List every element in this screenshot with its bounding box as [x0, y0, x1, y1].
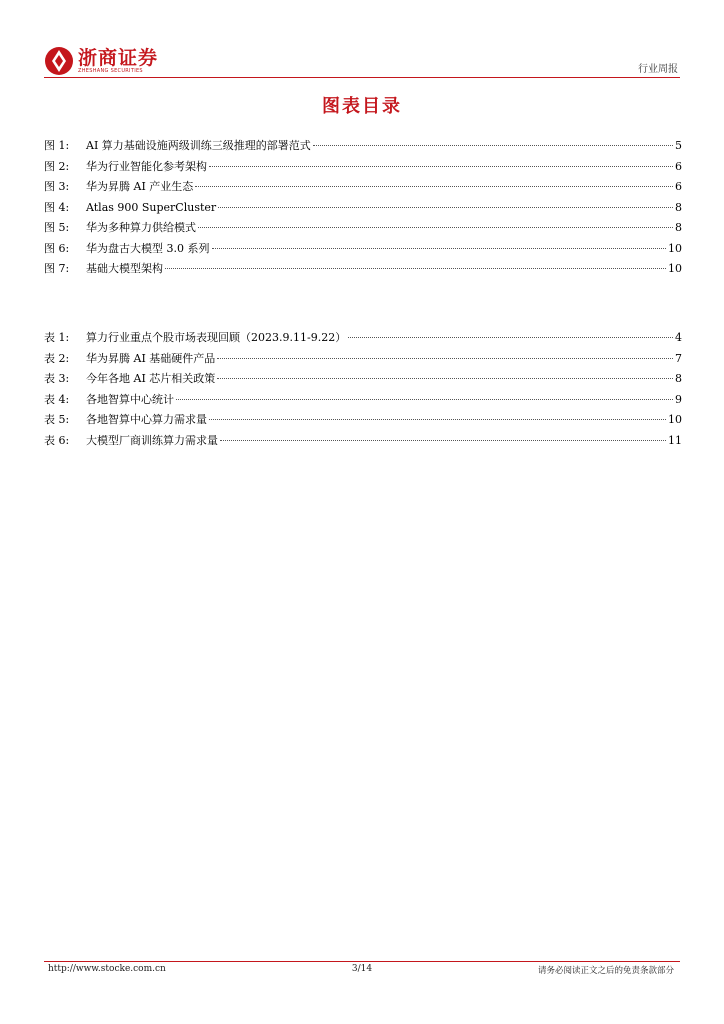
- toc-leader-dots: [209, 419, 666, 420]
- toc-entry-label: 图 7:: [44, 262, 70, 275]
- toc-entry-page: 8: [675, 221, 682, 234]
- toc-entry-table-3[interactable]: [44, 369, 682, 390]
- toc-entry-title: 算力行业重点个股市场表现回顾（2023.9.11-9.22）: [86, 331, 347, 344]
- page-header: [44, 44, 680, 78]
- zheshang-logo-icon: [44, 46, 74, 76]
- footer-disclaimer: 请务必阅读正文之后的免责条款部分: [537, 966, 674, 976]
- toc-entry-page: 10: [668, 413, 682, 426]
- toc-entry-title: 基础大模型架构: [86, 262, 163, 275]
- table-list: [44, 328, 682, 451]
- toc-entry-title: 今年各地 AI 芯片相关政策: [86, 372, 216, 385]
- footer-website-link[interactable]: http://www.stocke.com.cn: [48, 964, 166, 974]
- toc-entry-page: 10: [668, 262, 682, 275]
- toc-entry-figure-3[interactable]: [44, 177, 682, 198]
- toc-entry-page: 9: [675, 392, 682, 406]
- logo-english-name: ZHESHANG SECURITIES: [78, 67, 143, 74]
- toc-entry-page: 6: [675, 159, 682, 173]
- toc-entry-title: AI 算力基础设施两级训练三级推理的部署范式: [86, 139, 311, 152]
- toc-entry-label: 表 6:: [44, 433, 70, 447]
- footer-page-number: 3/14: [351, 964, 373, 974]
- toc-entry-title: 华为昇腾 AI 基础硬件产品: [86, 351, 216, 365]
- toc-entry-label: 图 6:: [44, 241, 70, 255]
- toc-entry-label: 图 2:: [44, 159, 70, 173]
- toc-entry-table-1[interactable]: [44, 328, 682, 349]
- toc-entry-table-5[interactable]: [44, 410, 682, 431]
- toc-leader-dots: [348, 337, 673, 338]
- toc-entry-title: 各地智算中心算力需求量: [86, 413, 207, 426]
- toc-entry-title: 华为昇腾 AI 产业生态: [86, 180, 194, 193]
- toc-leader-dots: [176, 399, 673, 400]
- toc-leader-dots: [195, 186, 673, 187]
- toc-entry-table-2[interactable]: [44, 349, 682, 370]
- toc-entry-title: 华为盘古大模型 3.0 系列: [86, 241, 210, 255]
- toc-leader-dots: [313, 145, 673, 146]
- toc-entry-label: 图 5:: [44, 221, 70, 234]
- toc-entry-title: 华为多种算力供给模式: [86, 221, 196, 234]
- toc-leader-dots: [209, 166, 673, 167]
- toc-entry-figure-5[interactable]: [44, 218, 682, 239]
- toc-entry-label: 表 1:: [44, 331, 70, 344]
- logo-chinese-name: 浙商证券: [78, 46, 159, 69]
- toc-entry-page: 5: [675, 139, 682, 152]
- toc-leader-dots: [165, 268, 666, 269]
- toc-leader-dots: [218, 207, 673, 208]
- footer-divider: [44, 961, 680, 962]
- toc-entry-figure-6[interactable]: [44, 239, 682, 260]
- toc-entry-page: 11: [668, 433, 682, 447]
- toc-entry-figure-7[interactable]: [44, 259, 682, 280]
- figure-list: [44, 136, 682, 280]
- toc-leader-dots: [212, 248, 667, 249]
- toc-entry-label: 表 2:: [44, 351, 70, 365]
- header-divider: [44, 77, 680, 78]
- page-title: 图表目录: [322, 96, 402, 117]
- toc-entry-page: 6: [675, 180, 682, 193]
- toc-entry-title: Atlas 900 SuperCluster: [86, 200, 217, 214]
- toc-entry-page: 8: [675, 372, 682, 385]
- toc-entry-page: 7: [675, 351, 682, 365]
- toc-entry-table-4[interactable]: [44, 390, 682, 411]
- toc-entry-page: 4: [675, 331, 682, 344]
- toc-entry-page: 8: [675, 200, 682, 214]
- toc-leader-dots: [198, 227, 673, 228]
- toc-entry-title: 各地智算中心统计: [86, 392, 174, 406]
- toc-entry-table-6[interactable]: [44, 431, 682, 452]
- report-type-label: 行业周报: [638, 64, 678, 75]
- toc-leader-dots: [217, 378, 673, 379]
- toc-entry-title: 大模型厂商训练算力需求量: [86, 433, 218, 447]
- toc-entry-page: 10: [668, 241, 682, 255]
- toc-entry-label: 图 3:: [44, 180, 70, 193]
- toc-entry-label: 图 4:: [44, 200, 70, 214]
- toc-entry-figure-4[interactable]: [44, 198, 682, 219]
- company-logo[interactable]: [44, 44, 158, 78]
- toc-entry-label: 表 4:: [44, 392, 70, 406]
- toc-entry-figure-2[interactable]: [44, 157, 682, 178]
- toc-entry-label: 表 3:: [44, 372, 70, 385]
- toc-entry-label: 图 1:: [44, 139, 70, 152]
- toc-leader-dots: [220, 440, 666, 441]
- toc-entry-label: 表 5:: [44, 413, 70, 426]
- toc-leader-dots: [217, 358, 673, 359]
- toc-entry-title: 华为行业智能化参考架构: [86, 159, 207, 173]
- toc-entry-figure-1[interactable]: [44, 136, 682, 157]
